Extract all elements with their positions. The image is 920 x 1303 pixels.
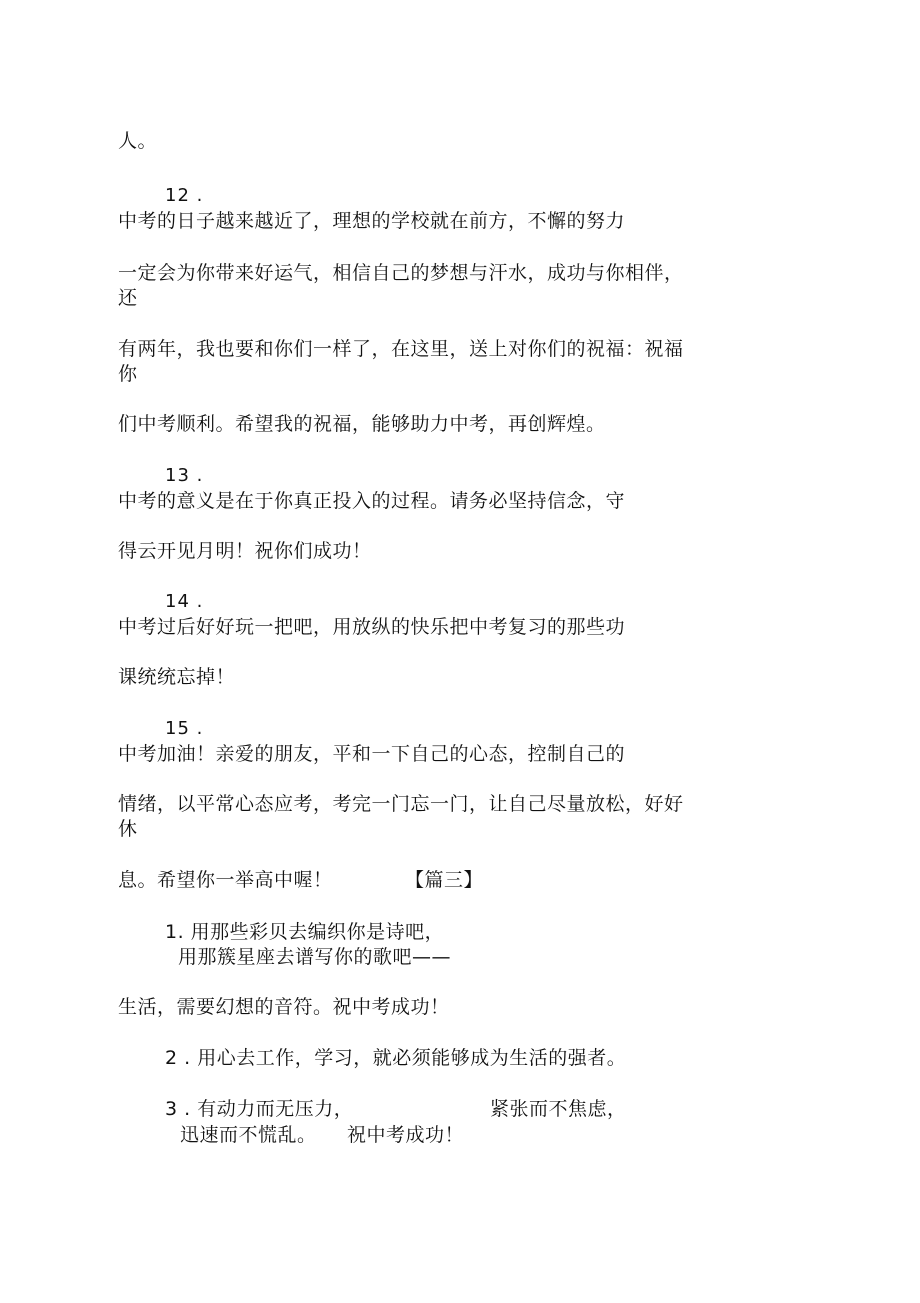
text-line: 课统统忘掉！ xyxy=(118,666,236,688)
text-line: 你 xyxy=(118,363,138,385)
text-line: 中考加油！亲爱的朋友，平和一下自己的心态，控制自己的 xyxy=(118,743,626,765)
text-line: 情绪，以平常心态应考，考完一门忘一门，让自己尽量放松，好好 xyxy=(118,793,684,815)
text-line: 生活，需要幻想的音符。祝中考成功！ xyxy=(118,996,450,1018)
text-line: 得云开见月明！祝你们成功！ xyxy=(118,540,372,562)
item-number: 15 . xyxy=(165,718,204,739)
text-line: 们中考顺利。希望我的祝福，能够助力中考，再创辉煌。 xyxy=(118,413,606,435)
text-line: 人。 xyxy=(118,130,158,152)
text-line: 中考过后好好玩一把吧，用放纵的快乐把中考复习的那些功 xyxy=(118,616,626,638)
text-line: 祝中考成功！ xyxy=(347,1124,465,1146)
list-item: 2 . 用心去工作，学习，就必须能够成为生活的强者。 xyxy=(165,1047,627,1069)
list-item: 3 . 有动力而无压力， xyxy=(165,1098,354,1120)
text-line: 一定会为你带来好运气，相信自己的梦想与汗水，成功与你相伴， xyxy=(118,262,684,284)
text-line: 休 xyxy=(118,818,138,840)
item-number: 14 . xyxy=(165,591,204,612)
text-line: 中考的意义是在于你真正投入的过程。请务必坚持信念，守 xyxy=(118,490,626,512)
text-line: 用那簇星座去谱写你的歌吧—— xyxy=(178,946,452,968)
text-line: 中考的日子越来越近了，理想的学校就在前方，不懈的努力 xyxy=(118,210,626,232)
text-line: 息。希望你一举高中喔！ xyxy=(118,869,333,891)
list-item: 1. 用那些彩贝去编织你是诗吧， xyxy=(165,921,445,943)
text-line: 迅速而不慌乱。 xyxy=(180,1124,317,1146)
text-line: 有两年，我也要和你们一样了，在这里，送上对你们的祝福：祝福 xyxy=(118,338,684,360)
text-line: 还 xyxy=(118,287,138,309)
item-number: 13 . xyxy=(165,465,204,486)
item-number: 12 . xyxy=(165,185,204,206)
section-heading: 【篇三】 xyxy=(405,869,484,891)
text-line: 紧张而不焦虑， xyxy=(490,1098,627,1120)
